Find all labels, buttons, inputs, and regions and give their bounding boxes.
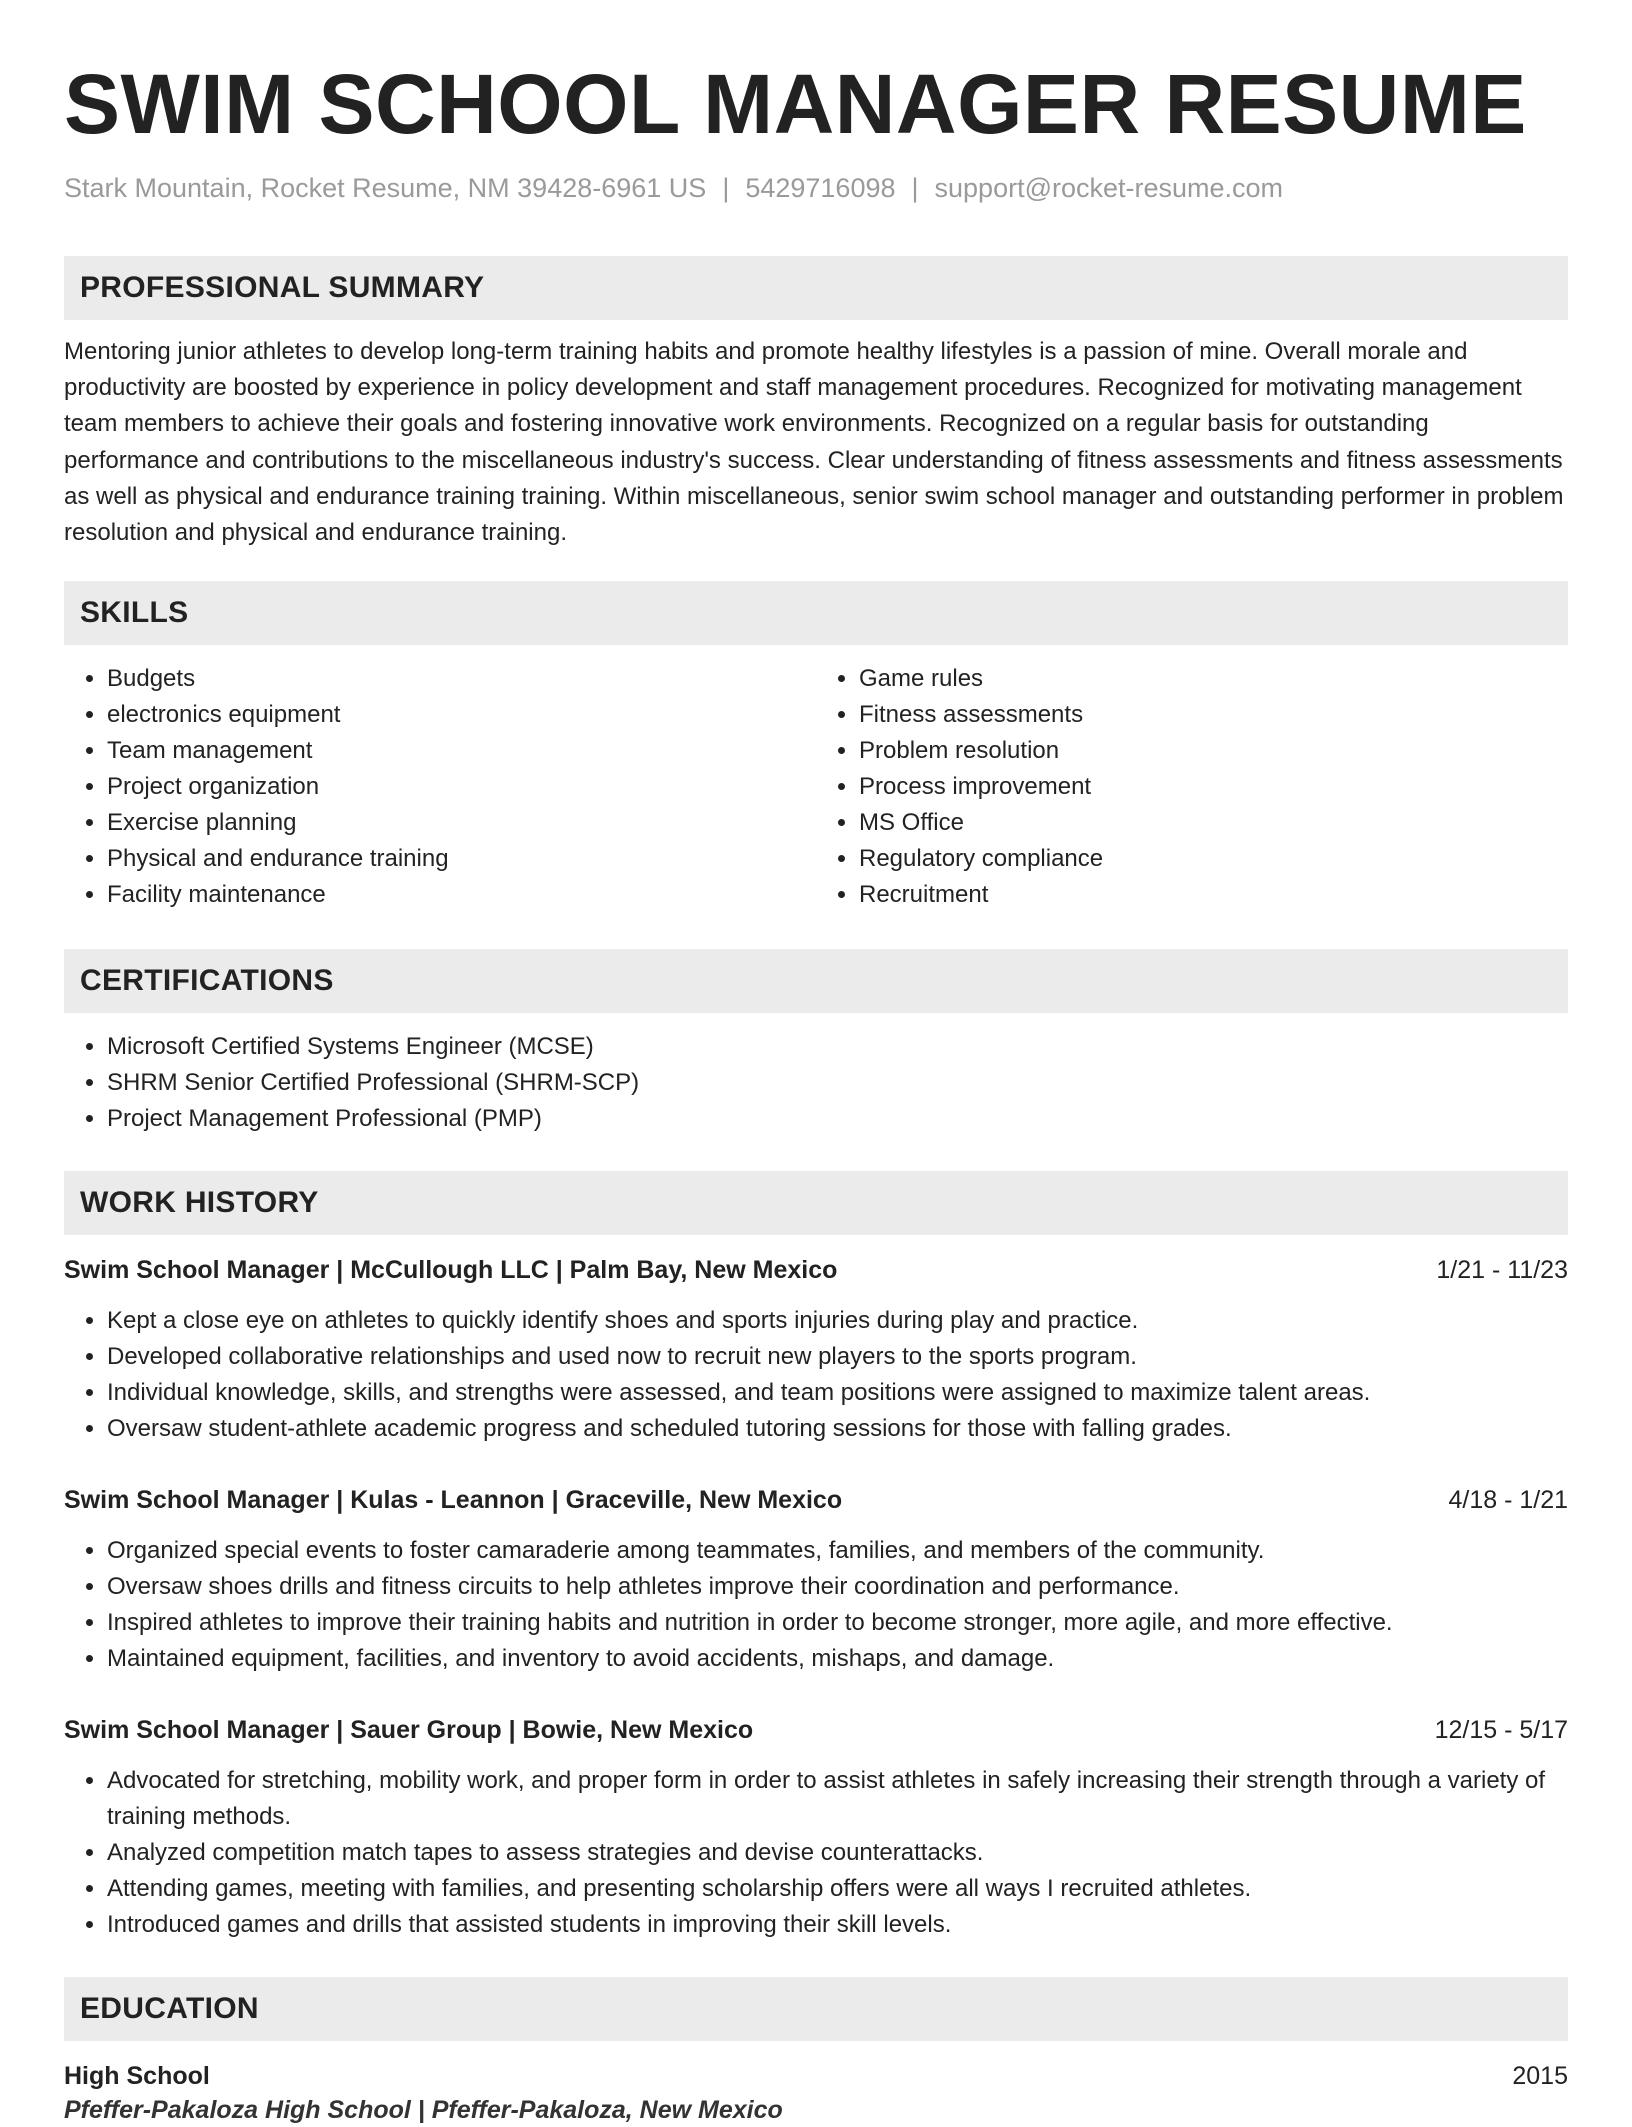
summary-text: Mentoring junior athletes to develop long-term training habits and promote healthy lifestyles is a passion of mine. Overall morale and productivity are boosted by experience in policy development and staff management procedures. Recognized for motivating management team members to achieve their goals and fostering innovative work environments. Recognized on a regular basis for outstanding performance and contributions to the miscellaneous industry's success. Clear understanding of fitness assessments and fitness assessments as well as physical and endurance training training. Within miscellaneous, senior swim school manager and outstanding performer in problem resolution and physical and endurance training.: [64, 338, 1564, 547]
skill-item: • electronics equipment: [107, 697, 816, 733]
job-bullet: • Analyzed competition match tapes to assess strategies and devise counterattacks.: [107, 1835, 1568, 1871]
job-header: [64, 1483, 1568, 1517]
contact-separator: |: [911, 173, 919, 203]
section-header-skills: SKILLS: [64, 581, 1568, 645]
job-bullet: • Individual knowledge, skills, and strengths were assessed, and team positions were assigned to maximize talent areas.: [107, 1375, 1568, 1411]
skill-item: • Team management: [107, 733, 816, 769]
job-bullet: • Kept a close eye on athletes to quickly identify shoes and sports injuries during play and practice.: [107, 1303, 1568, 1339]
job-bullet: • Maintained equipment, facilities, and inventory to avoid accidents, mishaps, and damage.: [107, 1641, 1568, 1677]
contact-phone: 5429716098: [745, 173, 896, 203]
skills-column-left: [64, 661, 816, 913]
skill-item: • Regulatory compliance: [859, 841, 1568, 877]
job-dates: 12/15 - 5/17: [1434, 1716, 1568, 1745]
education-year: 2015: [1512, 2062, 1568, 2091]
job-bullet-list: [64, 1763, 1568, 1943]
job-header: [64, 1713, 1568, 1747]
job-entry: [64, 1483, 1568, 1677]
skill-item: • Project organization: [107, 769, 816, 805]
job-bullet: • Oversaw student-athlete academic progress and scheduled tutoring sessions for those with falling grades.: [107, 1411, 1568, 1447]
education-degree: High School: [64, 2062, 210, 2091]
job-bullet: • Introduced games and drills that assisted students in improving their skill levels.: [107, 1907, 1568, 1943]
skill-item: • Game rules: [859, 661, 1568, 697]
education-header: [64, 2059, 1568, 2093]
skill-item: • Physical and endurance training: [107, 841, 816, 877]
job-dates: 1/21 - 11/23: [1436, 1256, 1568, 1285]
contact-line: [64, 170, 1568, 206]
education-school: Pfeffer-Pakaloza High School | Pfeffer-Pakaloza, New Mexico: [64, 2096, 783, 2125]
certifications-list: [64, 1029, 1568, 1137]
skill-item: • Recruitment: [859, 877, 1568, 913]
certification-item: • SHRM Senior Certified Professional (SHRM-SCP): [107, 1065, 1568, 1101]
job-heading: Swim School Manager | Sauer Group | Bowie, New Mexico: [64, 1716, 754, 1745]
skills-grid: [64, 661, 1568, 913]
section-header-education: EDUCATION: [64, 1977, 1568, 2041]
job-bullet: • Oversaw shoes drills and fitness circuits to help athletes improve their coordination and performance.: [107, 1569, 1568, 1605]
job-bullet: • Organized special events to foster camaraderie among teammates, families, and members of the community.: [107, 1533, 1568, 1569]
job-entry: [64, 1253, 1568, 1447]
job-entry: [64, 1713, 1568, 1943]
job-dates: 4/18 - 1/21: [1448, 1486, 1568, 1515]
job-heading: Swim School Manager | Kulas - Leannon | Graceville, New Mexico: [64, 1486, 843, 1515]
resume-title: SWIM SCHOOL MANAGER RESUME: [64, 57, 1527, 151]
skill-item: • MS Office: [859, 805, 1568, 841]
contact-address: Stark Mountain, Rocket Resume, NM 39428-6961 US: [64, 173, 707, 203]
skills-column-right: [816, 661, 1568, 913]
job-bullet: • Inspired athletes to improve their training habits and nutrition in order to become stronger, more agile, and more effective.: [107, 1605, 1568, 1641]
contact-email: support@rocket-resume.com: [934, 173, 1284, 203]
certification-item: • Microsoft Certified Systems Engineer (MCSE): [107, 1029, 1568, 1065]
section-header-summary: PROFESSIONAL SUMMARY: [64, 256, 1568, 320]
job-bullet-list: [64, 1303, 1568, 1447]
job-bullet: • Advocated for stretching, mobility work, and proper form in order to assist athletes in safely increasing their strength through a variety of training methods.: [107, 1763, 1568, 1835]
skill-item: • Facility maintenance: [107, 877, 816, 913]
job-heading: Swim School Manager | McCullough LLC | Palm Bay, New Mexico: [64, 1256, 838, 1285]
skill-item: • Budgets: [107, 661, 816, 697]
job-bullet-list: [64, 1533, 1568, 1677]
job-bullet: • Attending games, meeting with families, and presenting scholarship offers were all ways I recruited athletes.: [107, 1871, 1568, 1907]
section-header-certifications: CERTIFICATIONS: [64, 949, 1568, 1013]
job-header: [64, 1253, 1568, 1287]
section-header-work-history: WORK HISTORY: [64, 1171, 1568, 1235]
job-bullet: • Developed collaborative relationships and used now to recruit new players to the sports program.: [107, 1339, 1568, 1375]
certification-item: • Project Management Professional (PMP): [107, 1101, 1568, 1137]
skill-item: • Fitness assessments: [859, 697, 1568, 733]
skill-item: • Exercise planning: [107, 805, 816, 841]
contact-separator: |: [722, 173, 730, 203]
skill-item: • Problem resolution: [859, 733, 1568, 769]
skill-item: • Process improvement: [859, 769, 1568, 805]
